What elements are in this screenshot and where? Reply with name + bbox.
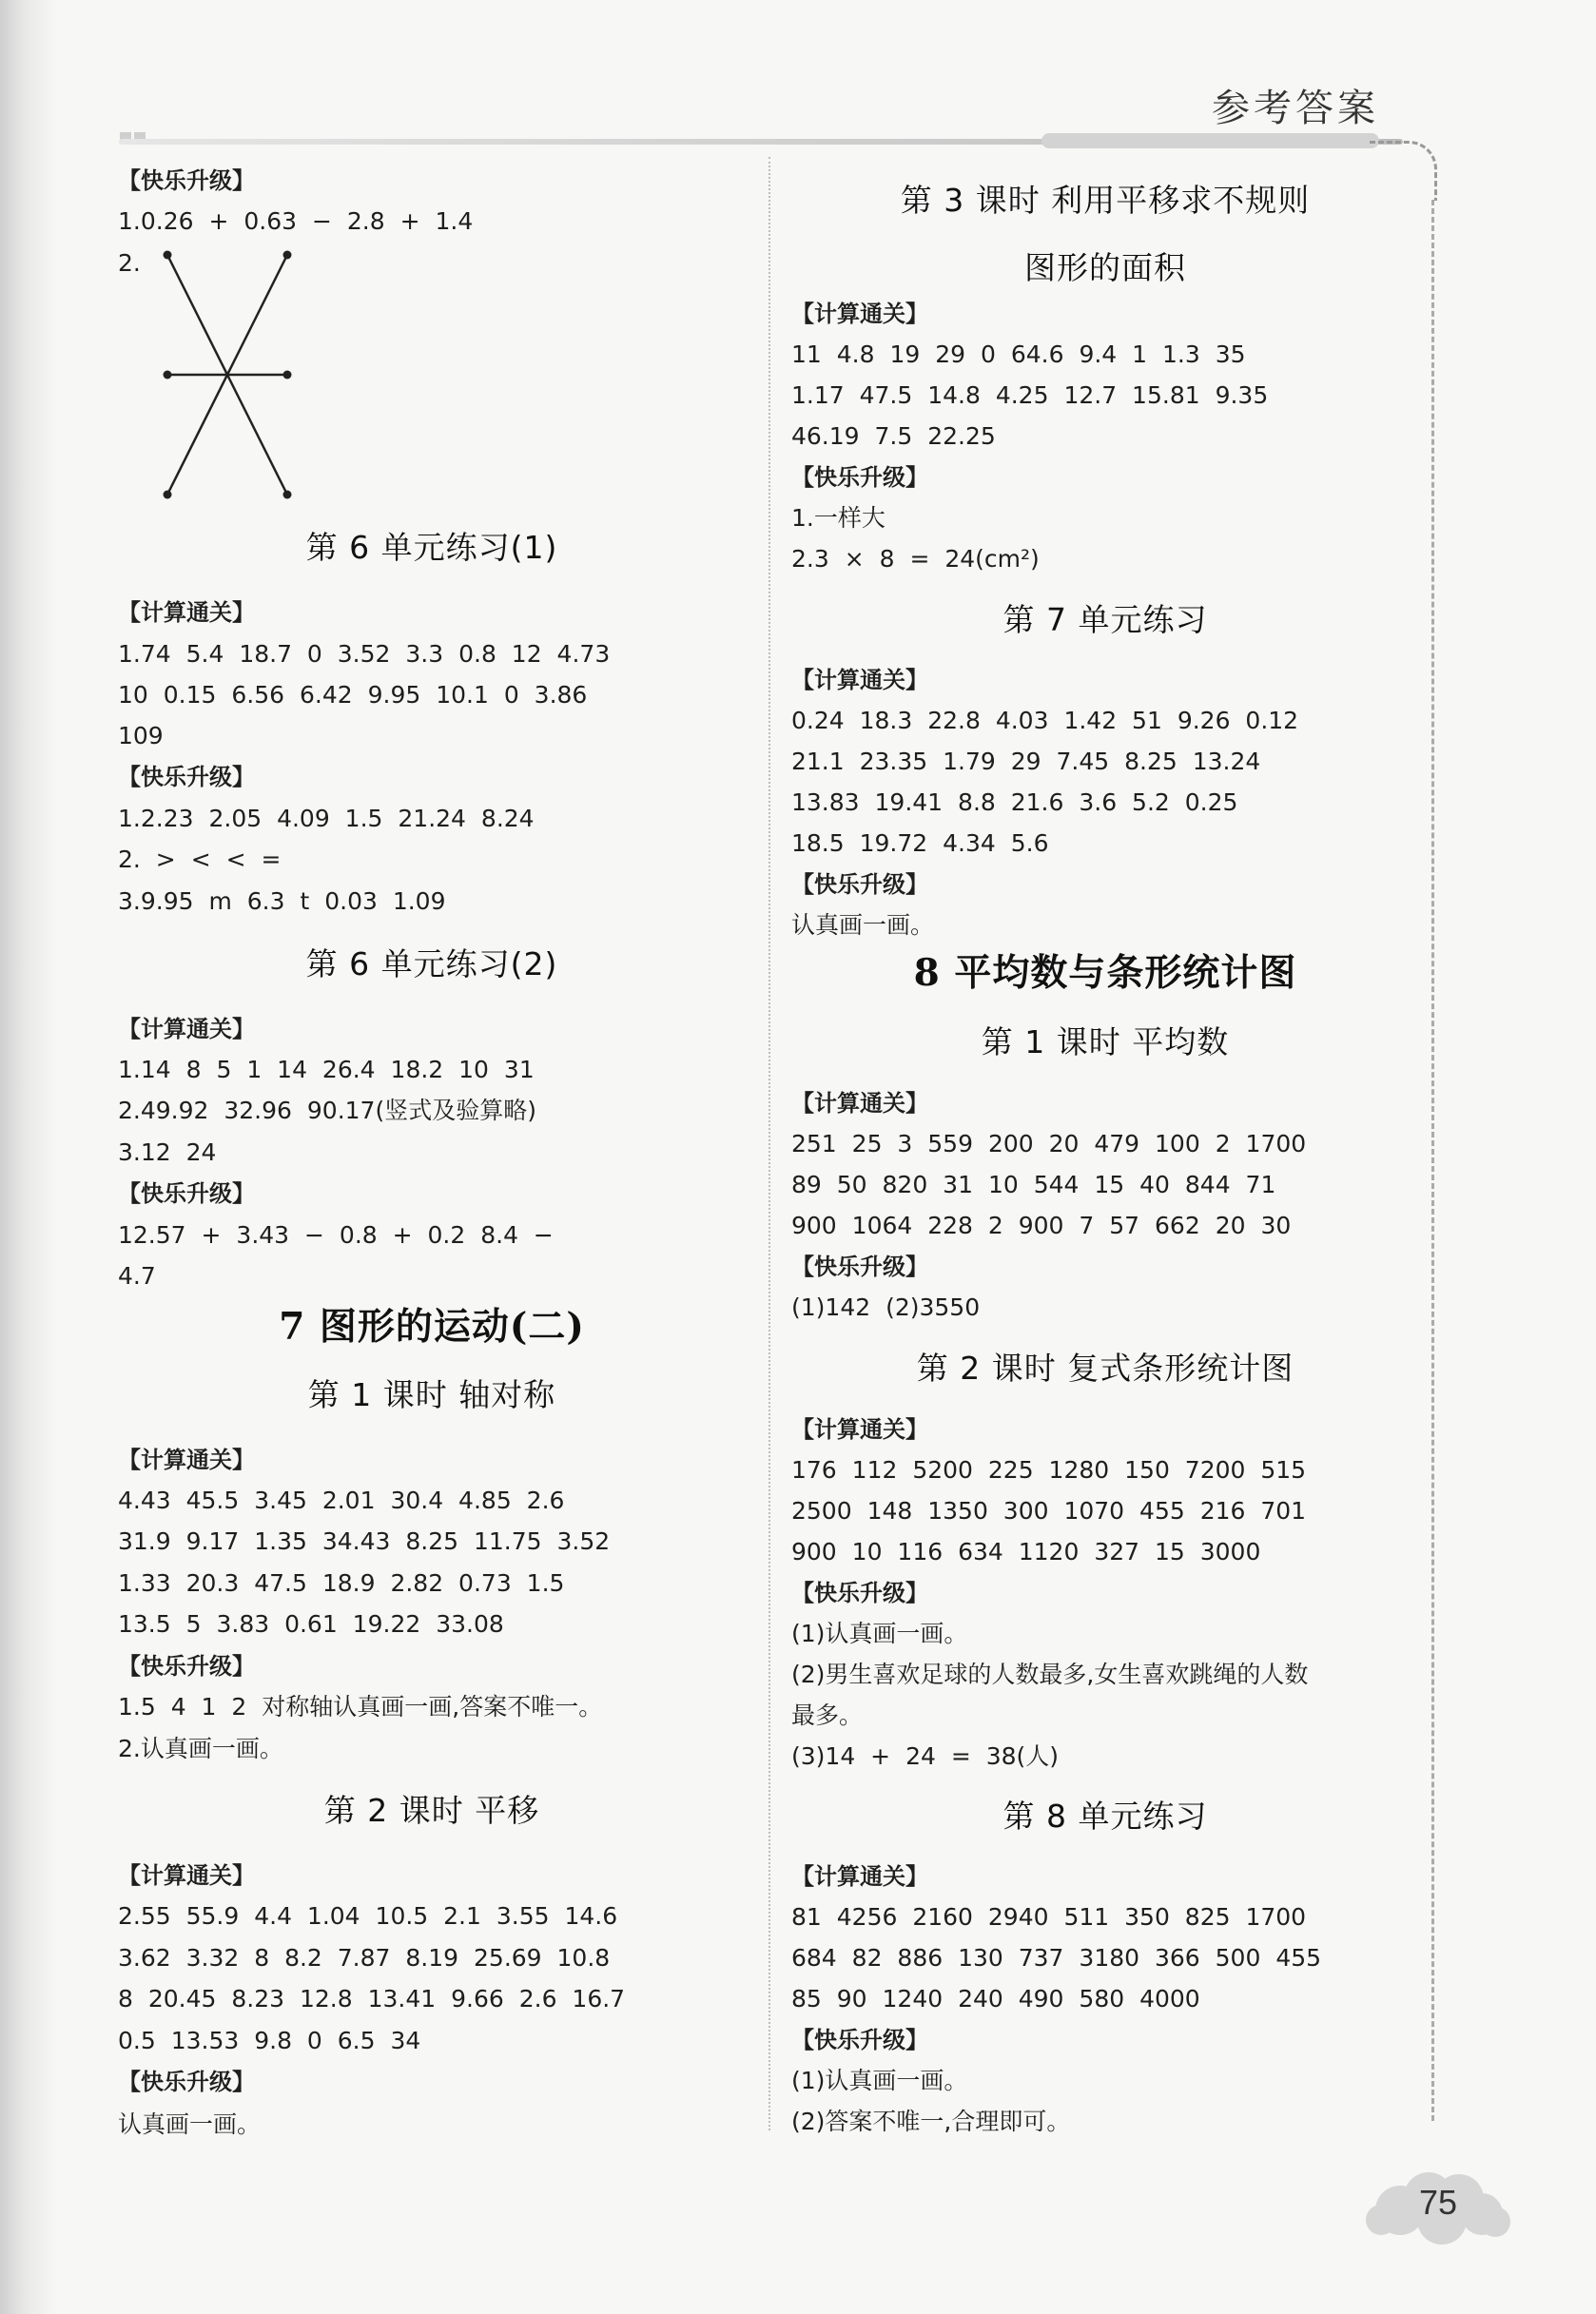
- answer-line: 21.1 23.35 1.79 29 7.45 8.25 13.24: [791, 748, 1261, 775]
- answer-line: 18.5 19.72 4.34 5.6: [791, 829, 1049, 857]
- answer-line: 8 20.45 8.23 12.8 13.41 9.66 2.6 16.7: [118, 1985, 626, 2013]
- section-label: 【快乐升级】: [118, 167, 255, 194]
- section-label: 【计算通关】: [118, 1447, 255, 1473]
- figure-point: [283, 371, 292, 379]
- answer-line: 900 10 116 634 1120 327 15 3000: [791, 1538, 1261, 1565]
- answer-line: (3)14 + 24 = 38(人): [791, 1742, 1060, 1770]
- chapter-title: 8 平均数与条形统计图: [913, 951, 1297, 995]
- answer-line: 1.2.23 2.05 4.09 1.5 21.24 8.24: [118, 805, 535, 832]
- answer-line: 4.43 45.5 3.45 2.01 30.4 4.85 2.6: [118, 1487, 565, 1514]
- answer-line: 4.7: [118, 1262, 156, 1290]
- answer-line: 1.33 20.3 47.5 18.9 2.82 0.73 1.5: [118, 1569, 565, 1597]
- section-label: 【快乐升级】: [118, 1180, 255, 1207]
- answer-line: 3.62 3.32 8 8.2 7.87 8.19 25.69 10.8: [118, 1944, 611, 1972]
- section-title: 第 6 单元练习(1): [305, 529, 558, 566]
- answer-line: 0.24 18.3 22.8 4.03 1.42 51 9.26 0.12: [791, 707, 1299, 734]
- section-label: 【快乐升级】: [791, 1254, 928, 1280]
- figure-point: [164, 371, 172, 379]
- answer-line: 10 0.15 6.56 6.42 9.95 10.1 0 3.86: [118, 681, 588, 709]
- page-header-title: 参考答案: [1212, 87, 1379, 130]
- answer-line: 81 4256 2160 2940 511 350 825 1700: [791, 1903, 1307, 1931]
- answer-line: 85 90 1240 240 490 580 4000: [791, 1985, 1200, 2013]
- answer-line: 2. > < < =: [118, 846, 282, 873]
- answer-line: 900 1064 228 2 900 7 57 662 20 30: [791, 1212, 1292, 1239]
- section-label: 【计算通关】: [791, 1416, 928, 1443]
- answer-line: 1.5 4 1 2 对称轴认真画一画,答案不唯一。: [118, 1693, 603, 1721]
- section-label: 【计算通关】: [118, 599, 255, 626]
- answer-line: 0.5 13.53 9.8 0 6.5 34: [118, 2027, 421, 2054]
- answer-line: 2.3 × 8 = 24(cm²): [791, 545, 1040, 573]
- answer-line: 109: [118, 722, 164, 749]
- lesson-title: 第 3 课时 利用平移求不规则: [900, 182, 1311, 219]
- section-label: 【计算通关】: [791, 301, 928, 327]
- answer-line: 46.19 7.5 22.25: [791, 422, 996, 450]
- column-divider: [769, 157, 770, 2130]
- answer-line: (1)认真画一画。: [791, 2067, 968, 2094]
- lesson-title: 第 1 课时 平均数: [981, 1023, 1230, 1060]
- answer-line: 89 50 820 31 10 544 15 40 844 71: [791, 1171, 1276, 1198]
- lesson-title-continued: 图形的面积: [1024, 249, 1186, 286]
- section-title: 第 7 单元练习: [1002, 601, 1208, 638]
- answer-line: 684 82 886 130 737 3180 366 500 455: [791, 1944, 1322, 1972]
- dashed-margin-line: [1431, 200, 1434, 2121]
- answer-line: 1.17 47.5 14.8 4.25 12.7 15.81 9.35: [791, 381, 1269, 409]
- answer-line: (1)142 (2)3550: [791, 1293, 981, 1321]
- figure-point: [283, 251, 292, 260]
- answer-line: 31.9 9.17 1.35 34.43 8.25 11.75 3.52: [118, 1527, 611, 1555]
- answer-line: 1.一样大: [791, 504, 886, 532]
- answer-line: 13.83 19.41 8.8 21.6 3.6 5.2 0.25: [791, 788, 1238, 816]
- section-title: 第 8 单元练习: [1002, 1798, 1208, 1835]
- answer-line: 12.57 + 3.43 − 0.8 + 0.2 8.4 −: [118, 1221, 554, 1249]
- page-edge-shadow: [0, 0, 57, 2314]
- answer-line: 13.5 5 3.83 0.61 19.22 33.08: [118, 1610, 504, 1638]
- answer-line: 1.0.26 + 0.63 − 2.8 + 1.4: [118, 207, 474, 235]
- answer-line: 2.55 55.9 4.4 1.04 10.5 2.1 3.55 14.6: [118, 1902, 618, 1930]
- section-label: 【快乐升级】: [791, 2027, 928, 2053]
- chapter-title: 7 图形的运动(二): [279, 1305, 585, 1349]
- section-label: 【快乐升级】: [791, 871, 928, 898]
- page-number: 75: [1418, 2183, 1458, 2222]
- symmetry-figure: [154, 245, 306, 502]
- section-label: 【快乐升级】: [118, 1653, 255, 1680]
- answer-line: 3.12 24: [118, 1138, 217, 1166]
- answer-line: (1)认真画一画。: [791, 1620, 968, 1647]
- answer-line: 2500 148 1350 300 1070 455 216 701: [791, 1497, 1307, 1525]
- lesson-title: 第 1 课时 轴对称: [307, 1376, 556, 1413]
- section-label: 【计算通关】: [791, 1090, 928, 1117]
- answer-line: 最多。: [791, 1701, 864, 1729]
- section-label: 【快乐升级】: [791, 1580, 928, 1606]
- section-label: 【计算通关】: [118, 1016, 255, 1042]
- answer-line: 认真画一画。: [118, 2110, 262, 2138]
- answer-line: 11 4.8 19 29 0 64.6 9.4 1 1.3 35: [791, 340, 1246, 368]
- figure-point: [164, 251, 172, 260]
- figure-point: [164, 491, 172, 499]
- section-label: 【快乐升级】: [791, 464, 928, 491]
- answer-line: (2)男生喜欢足球的人数最多,女生喜欢跳绳的人数: [791, 1661, 1309, 1688]
- answer-line: 2.认真画一画。: [118, 1735, 283, 1762]
- answer-line: 1.14 8 5 1 14 26.4 18.2 10 31: [118, 1056, 535, 1083]
- section-title: 第 6 单元练习(2): [305, 945, 558, 982]
- answer-line: 1.74 5.4 18.7 0 3.52 3.3 0.8 12 4.73: [118, 640, 611, 668]
- lesson-title: 第 2 课时 平移: [323, 1792, 540, 1829]
- answer-line: 2.49.92 32.96 90.17(竖式及验算略): [118, 1097, 536, 1124]
- section-label: 【计算通关】: [118, 1862, 255, 1889]
- header-bar: [1041, 133, 1379, 148]
- lesson-title: 第 2 课时 复式条形统计图: [916, 1350, 1294, 1387]
- answer-line: 251 25 3 559 200 20 479 100 2 1700: [791, 1130, 1307, 1157]
- section-label: 【快乐升级】: [118, 764, 255, 790]
- section-label: 【计算通关】: [791, 1863, 928, 1890]
- answer-line: 176 112 5200 225 1280 150 7200 515: [791, 1456, 1307, 1484]
- section-label: 【快乐升级】: [118, 2069, 255, 2095]
- section-label: 【计算通关】: [791, 667, 928, 693]
- answer-line: (2)答案不唯一,合理即可。: [791, 2108, 1071, 2135]
- figure-point: [283, 491, 292, 499]
- answer-line: 3.9.95 m 6.3 t 0.03 1.09: [118, 887, 446, 915]
- answer-line: 认真画一画。: [791, 911, 935, 939]
- answer-line: 2.: [118, 249, 141, 277]
